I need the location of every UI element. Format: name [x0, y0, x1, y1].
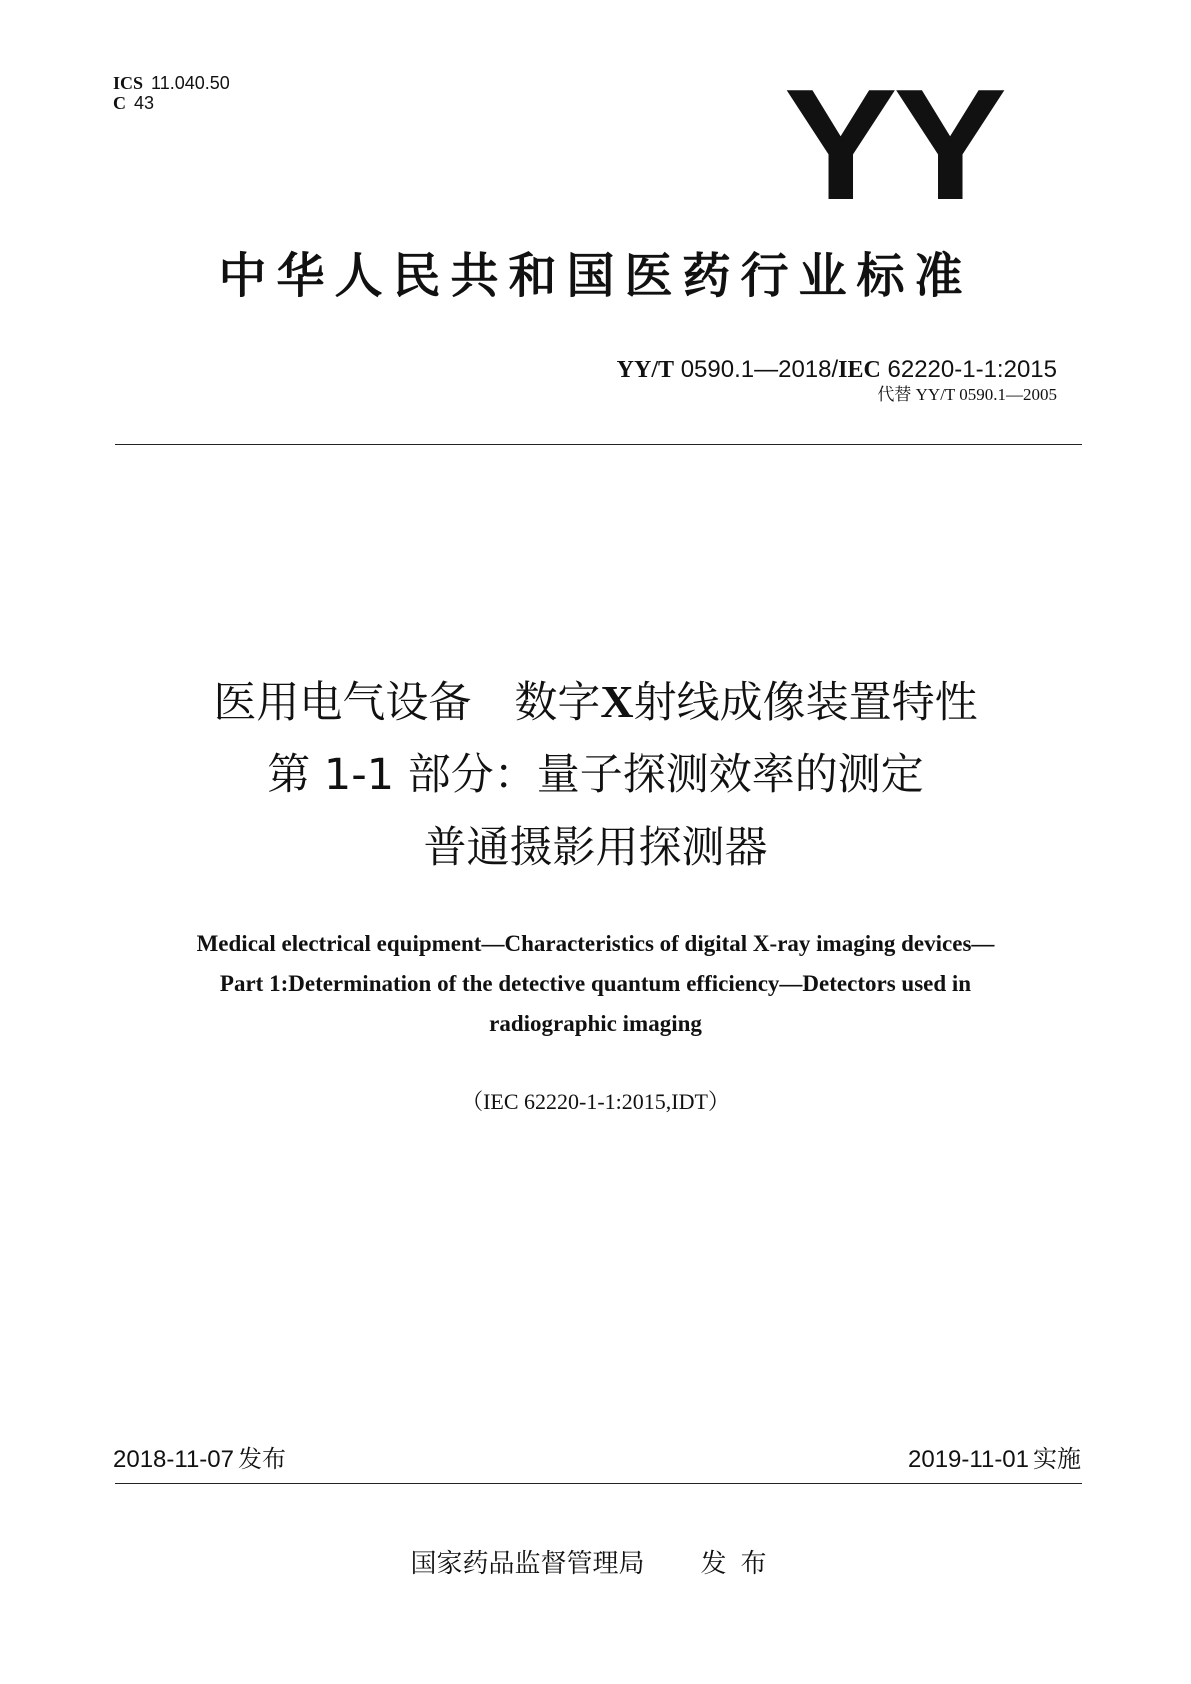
chinese-title-line-1 — [0, 672, 1191, 733]
iec-code: 62220-1-1:2015 — [887, 356, 1057, 383]
chinese-title-line-2: 第 1-1 部分：量子探测效率的测定 — [267, 750, 924, 800]
english-title — [80, 924, 1111, 1044]
english-title-line-1: Medical electrical equipment—Characteristics of digital X-ray imaging devices— — [196, 931, 995, 956]
chinese-title-line-3: 普通摄影用探测器 — [423, 823, 768, 873]
issue-date — [113, 1444, 286, 1475]
ccs-label: C — [113, 93, 126, 113]
english-title-line-3: radiographic imaging — [489, 1011, 702, 1036]
implement-label: 实施 — [1033, 1445, 1081, 1473]
standard-title: 中华人民共和国医药行业标准 — [218, 248, 973, 304]
chinese-title-x: X — [600, 676, 634, 727]
publisher-name: 国家药品监督管理局 — [410, 1549, 645, 1579]
chinese-title-line-1-part-1: 医用电气设备 数字 — [213, 678, 601, 728]
yy-logo: YY — [783, 57, 1003, 233]
footer-divider — [115, 1483, 1082, 1484]
implement-date — [908, 1444, 1081, 1475]
replaces-note: 代替 YY/T 0590.1—2005 — [877, 385, 1057, 404]
ccs-value: 43 — [134, 93, 155, 113]
publisher — [0, 1546, 1191, 1582]
header-divider — [115, 444, 1082, 445]
chinese-title-line-1-part-2: 射线成像装置特性 — [633, 678, 978, 728]
iec-label: IEC — [838, 357, 881, 383]
publisher-action: 发布 — [700, 1549, 781, 1579]
issue-date-value: 2018-11-07 — [113, 1446, 234, 1473]
standard-number — [617, 356, 1057, 384]
ics-value: 11.040.50 — [151, 73, 230, 93]
standard-code: 0590.1—2018/ — [680, 356, 839, 383]
ics-label: ICS — [113, 73, 144, 93]
equivalence-note: （IEC 62220-1-1:2015,IDT） — [461, 1089, 730, 1114]
ccs-code — [113, 93, 154, 113]
standard-prefix: YY/T — [616, 357, 675, 383]
english-title-line-2: Part 1:Determination of the detective quantum efficiency—Detectors used in — [219, 971, 972, 996]
implement-date-value: 2019-11-01 — [908, 1446, 1029, 1473]
ics-code — [113, 73, 230, 93]
issue-label: 发布 — [237, 1445, 286, 1473]
